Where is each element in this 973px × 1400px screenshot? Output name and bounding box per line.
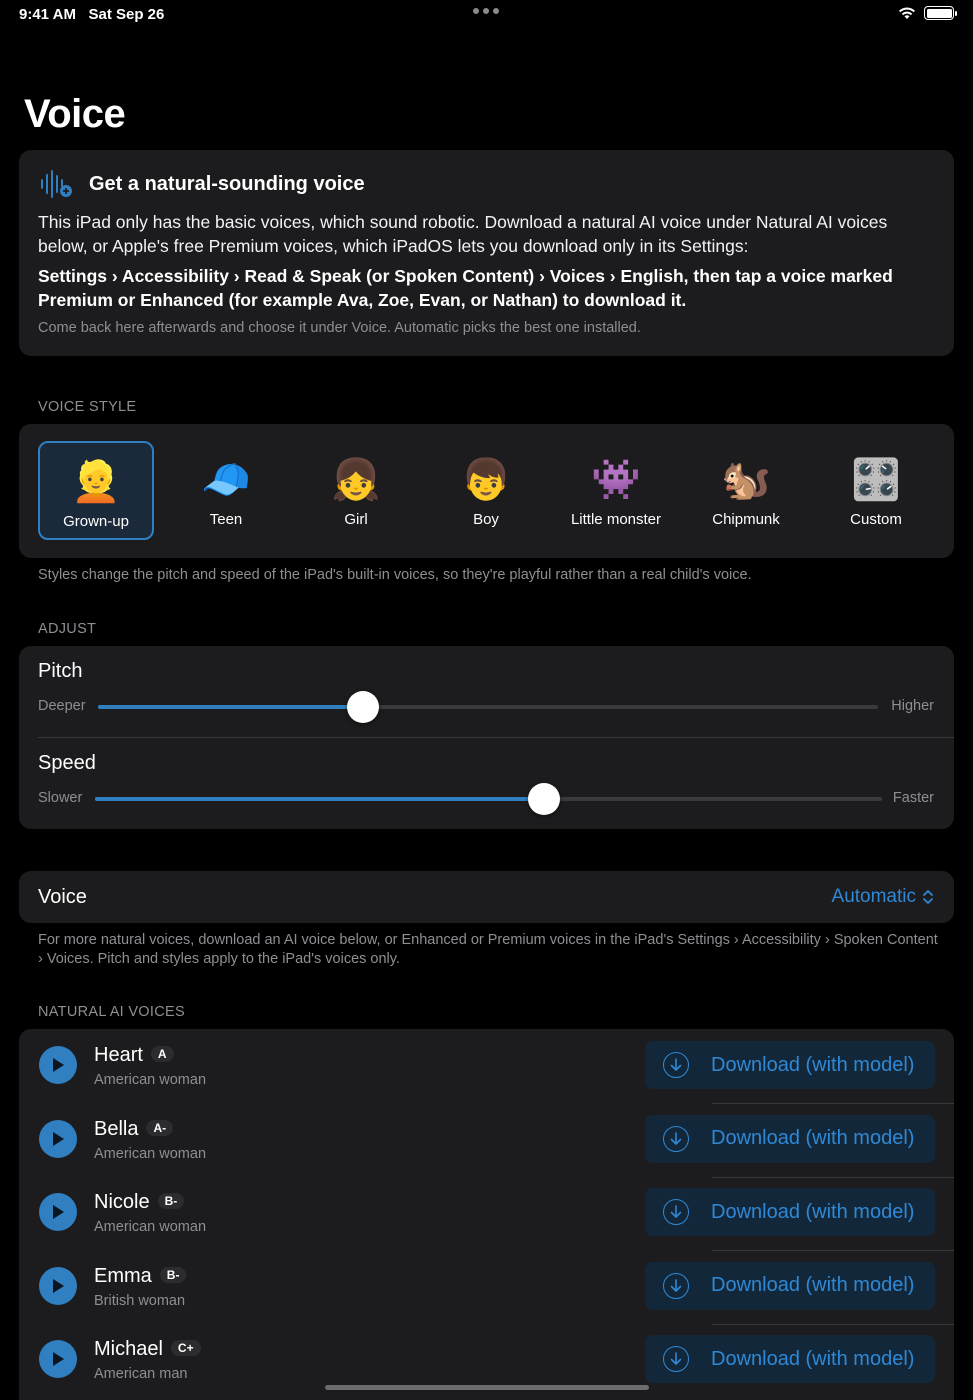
style-label: Chipmunk <box>712 511 780 528</box>
play-button[interactable] <box>39 1193 77 1231</box>
play-icon <box>51 1057 65 1073</box>
voice-description: British woman <box>94 1292 186 1309</box>
voice-note: For more natural voices, download an AI voice below, or Enhanced or Premium voices in the iPad's Settings › Accessibility › Spoken Content › Voices. Pitch and styles apply to the iPad's voices only. <box>38 932 938 967</box>
voice-label: Voice <box>38 886 87 908</box>
style-grown-up[interactable] <box>38 441 154 540</box>
voice-row-emma <box>19 1252 954 1326</box>
grade-badge: B- <box>160 1267 187 1283</box>
download-button[interactable] <box>645 1335 935 1383</box>
style-emoji-icon: 👱 <box>71 460 121 504</box>
banner-settings-path: Settings › Accessibility › Read & Speak (or Spoken Content) › Voices › English, then tap a voice marked Premium or Enhanced (for example Ava, Zoe, Evan, or Nathan) to download it. <box>38 266 893 310</box>
play-button[interactable] <box>39 1267 77 1305</box>
style-emoji-icon: 🎛️ <box>851 458 901 502</box>
voice-row-nicole <box>19 1178 954 1252</box>
style-girl[interactable] <box>298 441 414 540</box>
style-emoji-icon: 👾 <box>591 458 641 502</box>
download-icon <box>663 1273 689 1299</box>
home-indicator[interactable] <box>325 1385 649 1390</box>
style-label: Custom <box>850 511 902 528</box>
style-chipmunk[interactable] <box>688 441 804 540</box>
status-bar <box>0 0 973 30</box>
pitch-slider[interactable] <box>98 705 878 709</box>
voice-name: Emma B- <box>94 1265 186 1288</box>
voice-name: Nicole B- <box>94 1191 184 1214</box>
play-icon <box>51 1204 65 1220</box>
status-time: 9:41 AM Sat Sep 26 <box>19 6 165 23</box>
speed-min-label: Slower <box>38 790 83 806</box>
download-button[interactable] <box>645 1041 935 1089</box>
style-label: Teen <box>209 511 243 528</box>
voice-name: Michael C+ <box>94 1338 201 1361</box>
speed-title: Speed <box>38 752 96 774</box>
download-icon <box>663 1126 689 1152</box>
voice-select[interactable] <box>832 886 934 908</box>
speed-max-label: Faster <box>892 790 934 806</box>
banner-body: This iPad only has the basic voices, which sound robotic. Download a natural AI voice under Natural AI voices below, or Apple's free Premium voices, which iPadOS lets you download only in its Settings: <box>38 212 888 256</box>
voice-picker-row[interactable] <box>19 871 954 923</box>
play-button[interactable] <box>39 1340 77 1378</box>
download-label: Download (with model) <box>711 1200 915 1223</box>
voice-row-bella <box>19 1105 954 1179</box>
play-icon <box>51 1351 65 1367</box>
voice-row-heart <box>19 1031 954 1105</box>
adjust-section-label: ADJUST <box>38 621 97 637</box>
voice-description: American woman <box>94 1219 207 1235</box>
play-icon <box>51 1278 65 1294</box>
pitch-title: Pitch <box>38 660 83 682</box>
grade-badge: A <box>151 1046 174 1062</box>
page-title: Voice <box>24 92 126 136</box>
voice-description: American man <box>94 1366 188 1382</box>
pitch-slider-fill <box>98 705 363 709</box>
natural-voice-banner <box>19 150 954 356</box>
play-button[interactable] <box>39 1046 77 1084</box>
style-teen[interactable] <box>168 441 284 540</box>
style-label: Little monster <box>570 511 662 528</box>
speed-slider-fill <box>95 797 544 801</box>
style-label: Grown-up <box>63 513 129 530</box>
natural-voices-section-label: NATURAL AI VOICES <box>38 1004 185 1020</box>
grade-badge: B- <box>158 1193 185 1209</box>
style-emoji-icon: 🐿️ <box>721 458 771 502</box>
battery-icon <box>924 6 954 20</box>
style-label: Boy <box>473 511 499 528</box>
download-label: Download (with model) <box>711 1053 915 1076</box>
play-icon <box>51 1131 65 1147</box>
download-button[interactable] <box>645 1188 935 1236</box>
multitasking-dots-icon[interactable] <box>473 8 499 14</box>
speed-slider-thumb[interactable] <box>528 783 560 815</box>
pitch-slider-thumb[interactable] <box>347 691 379 723</box>
voice-style-picker <box>19 424 954 558</box>
download-button[interactable] <box>645 1115 935 1163</box>
banner-note: Come back here afterwards and choose it under Voice. Automatic picks the best one installed. <box>38 320 641 336</box>
voice-select-value: Automatic <box>831 886 916 907</box>
voice-name: Heart A <box>94 1044 174 1067</box>
download-icon <box>663 1199 689 1225</box>
download-icon <box>663 1346 689 1372</box>
download-label: Download (with model) <box>711 1347 915 1370</box>
style-custom[interactable] <box>818 441 934 540</box>
divider <box>38 737 954 738</box>
download-label: Download (with model) <box>711 1274 915 1296</box>
download-button[interactable] <box>645 1262 935 1310</box>
play-button[interactable] <box>39 1120 77 1158</box>
speed-slider[interactable] <box>95 797 882 801</box>
download-icon <box>663 1052 689 1078</box>
download-label: Download (with model) <box>711 1127 915 1149</box>
style-emoji-icon: 🧢 <box>201 458 251 502</box>
style-emoji-icon: 👧 <box>331 458 381 502</box>
style-boy[interactable] <box>428 441 544 540</box>
grade-badge: C+ <box>171 1340 201 1356</box>
banner-title: Get a natural-sounding voice <box>89 172 365 195</box>
voice-description: American woman <box>94 1072 207 1088</box>
wifi-icon <box>898 6 916 20</box>
style-label: Girl <box>344 511 368 528</box>
style-little-monster[interactable] <box>558 441 674 540</box>
pitch-min-label: Deeper <box>38 698 86 714</box>
natural-voices-list <box>19 1029 954 1400</box>
chevron-up-down-icon <box>922 888 934 906</box>
voice-description: American woman <box>94 1145 207 1162</box>
adjust-card <box>19 646 954 829</box>
voice-name: Bella A- <box>94 1118 173 1141</box>
style-emoji-icon: 👦 <box>461 458 511 502</box>
voice-style-note: Styles change the pitch and speed of the iPad's built-in voices, so they're playful rather than a real child's voice. <box>38 567 752 583</box>
waveform-plus-icon <box>39 170 73 198</box>
pitch-max-label: Higher <box>891 698 934 714</box>
voice-style-section-label: VOICE STYLE <box>38 399 137 415</box>
grade-badge: A- <box>146 1120 173 1136</box>
